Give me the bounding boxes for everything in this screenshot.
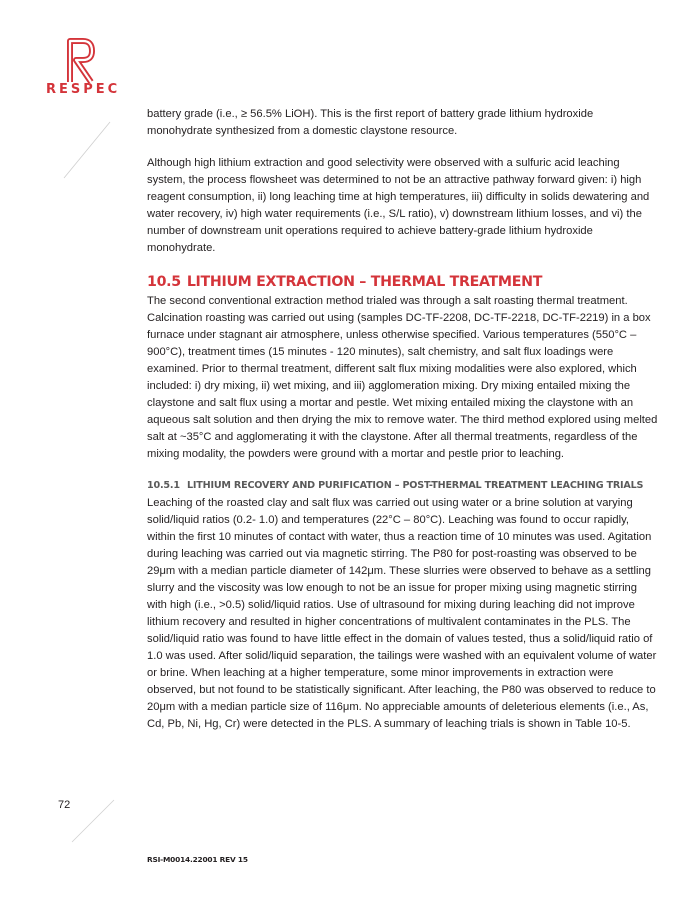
subsection-paragraph: Leaching of the roasted clay and salt flux was carried out using water or a brine solution at varying solid/liquid ratios (0.2- 1.0) and temperatures (22°C – 80°C). Leaching was found to occur rapidly, within the first 10 minutes of contact with water, thus a reaction time of 10 minutes was used. Agitation during leaching was carried out via magnetic stirring. The P80 for post-roasting was observed to be 29μm with a median particle diameter of 142μm. These slurries were observed to behave as a settling slurry and the viscosity was low enough to not be an issue for proper mixing using magnetic stirring with high (i.e., >0.5) solid/liquid ratios. Use of ultrasound for mixing during leaching did not improve lithium recovery and resulted in higher concentrations of multivalent contaminates in the PLS. The solid/liquid ratio was found to have little effect in the domain of values tested, thus a solid/liquid ratio of 1.0 was used. After solid/liquid separation, the tailings were washed with an equivalent volume of water or brine. When leaching at a higher temperature, some minor improvements in extraction were observed, but not found to be statistically significant. After leaching, the P80 was observed to reduce to 20μm with a median particle size of 116μm. No appreciable amounts of deleterious elements (i.e., As, Cd, Pb, Ni, Hg, Cr) were detected in the PLS. A summary of leaching trials is shown in Table 10-5.: [147, 497, 657, 730]
document-reference: RSI-M0014.22001 REV 15: [147, 855, 248, 864]
section-title: LITHIUM EXTRACTION – THERMAL TREATMENT: [186, 274, 543, 290]
decorative-diagonal-line: [62, 120, 112, 180]
subsection-title: LITHIUM RECOVERY AND PURIFICATION – POST-THERMAL TREATMENT LEACHING TRIALS: [187, 480, 644, 491]
respec-r-logo-icon: [64, 38, 96, 84]
page-number: 72: [58, 799, 71, 811]
section-number: 10.5: [147, 274, 181, 290]
intro-paragraph-2: Although high lithium extraction and good selectivity were observed with a sulfuric acid leaching system, the process flowsheet was determined to not be an attractive pathway forward given: i) high reagent consumption, ii) long leaching time at high temperatures, iii) difficulty in solids dewatering and water recovery, iv) high water requirements (i.e., S/L ratio), v) downstream lithium losses, and vi) the number of downstream unit operations required to achieve battery-grade lithium hydroxide monohydrate.: [147, 157, 650, 254]
page-body: [147, 106, 659, 748]
subsection-heading: [147, 478, 659, 493]
intro-paragraph-1: battery grade (i.e., ≥ 56.5% LiOH). This is the first report of battery grade lithium hydroxide monohydrate synthesized from a domestic claystone resource.: [147, 108, 594, 137]
brand-name: RESPEC: [46, 82, 121, 97]
respec-logo: [46, 38, 121, 118]
section-heading: [147, 272, 659, 292]
section-paragraph: The second conventional extraction method trialed was through a salt roasting thermal treatment. Calcination roasting was carried out using (samples DC-TF-2208, DC-TF-2218, DC-TF-2219) in a box furnace under stagnant air atmosphere, unless otherwise specified. Various temperatures (550°C – 900°C), treatment times (15 minutes - 120 minutes), salt chemistry, and salt flux loadings were examined. Prior to thermal treatment, different salt flux mixing modalities were also explored, which included: i) dry mixing, ii) wet mixing, and iii) agglomeration mixing. Dry mixing entailed mixing the claystone and salt flux using a mortar and pestle. Wet mixing entailed mixing the claystone with an aqueous salt solution and then drying the mix to remove water. The third method explored using melted salt at ~35°C and agglomerating it with the claystone. After all thermal treatments, regardless of the mixing modality, the powders were ground with a mortar and pestle prior to leaching.: [147, 295, 658, 460]
decorative-diagonal-line: [70, 798, 116, 844]
subsection-number: 10.5.1: [147, 480, 180, 491]
